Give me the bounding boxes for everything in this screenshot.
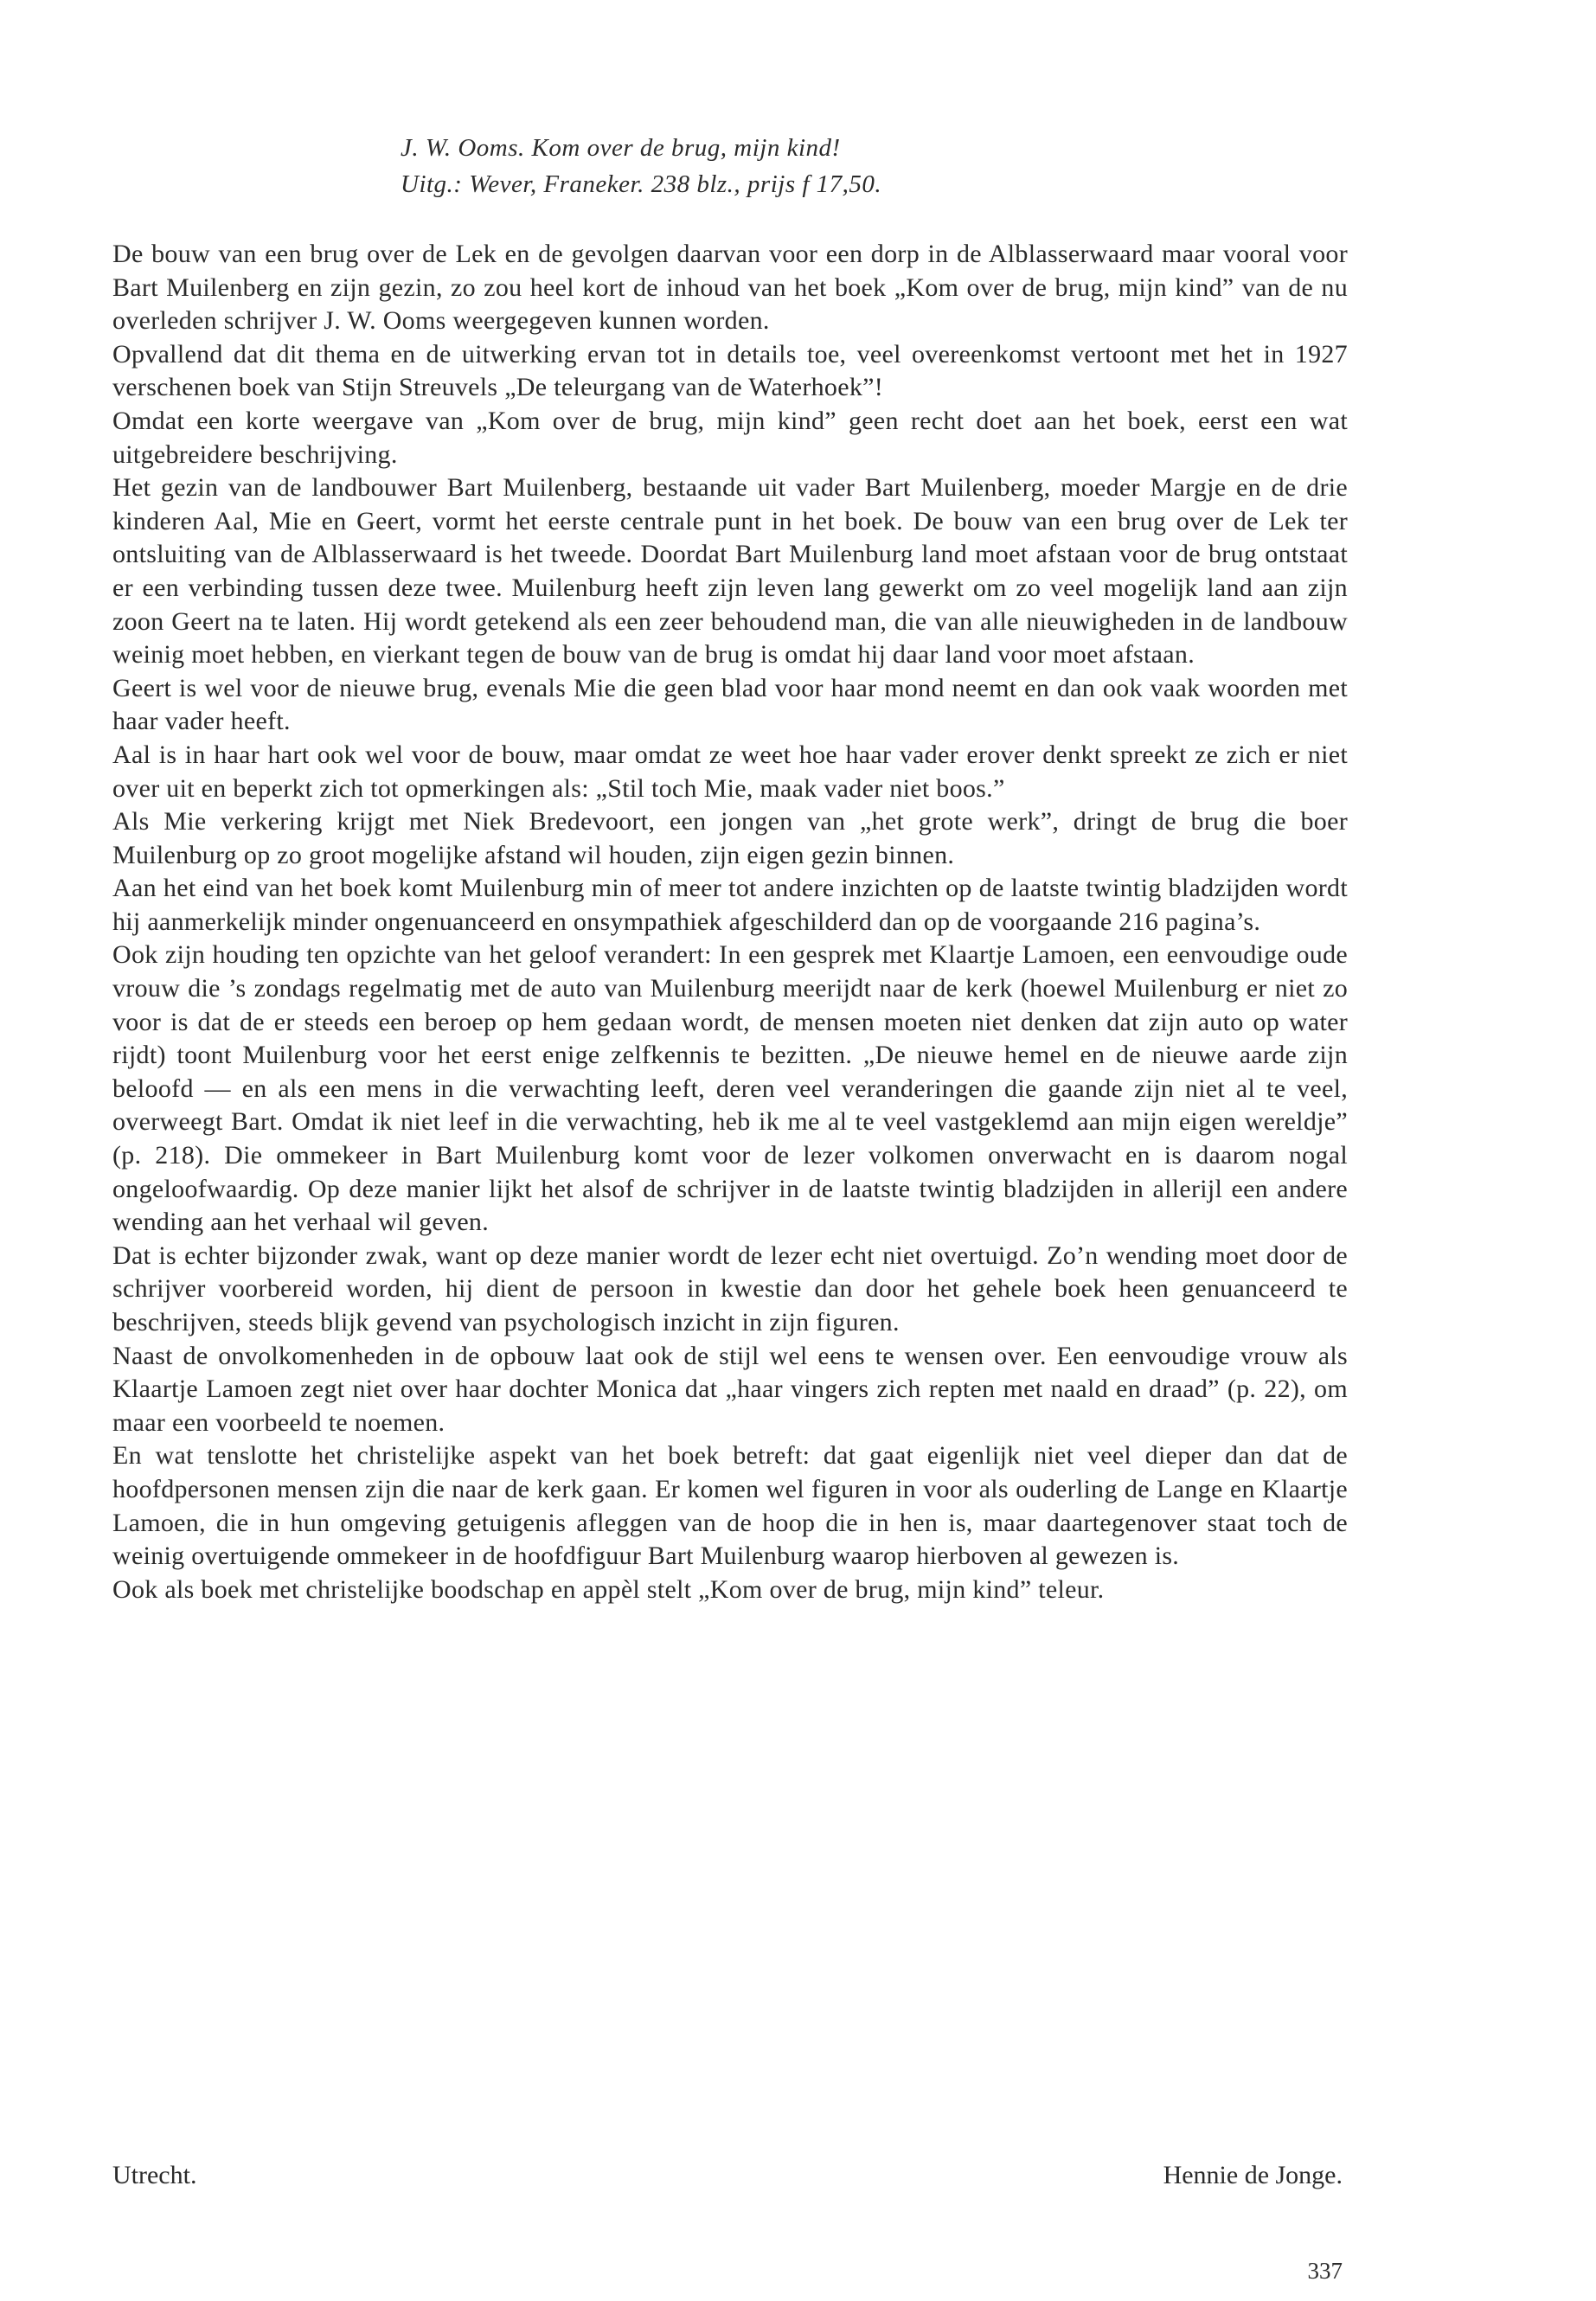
review-body (112, 238, 1348, 1606)
paragraph: Geert is wel voor de nieuwe brug, evenals Mie die geen blad voor haar mond neemt en dan ook vaak woorden met haar vader heeft. (112, 673, 1348, 736)
citation-title-line: J. W. Ooms. Kom over de brug, mijn kind! (401, 134, 841, 162)
book-citation (401, 130, 1352, 202)
page-number: 337 (1307, 2258, 1343, 2284)
paragraph: Opvallend dat dit thema en de uitwerking ervan tot in details toe, veel overeenkomst vertoont met het in 1927 verschenen boek van Stijn Streuvels „De teleurgang van de Waterhoek”! (112, 339, 1348, 402)
paragraph: Dat is echter bijzonder zwak, want op deze manier wordt de lezer echt niet overtuigd. Zo’n wending moet door de schrijver voorbereid worden, hij dient de persoon in kwestie dan door het gehele boek heen genuanceerd te beschrijven, steeds blijk gevend van psychologisch inzicht in zijn figuren. (112, 1240, 1348, 1336)
paragraph: Ook als boek met christelijke boodschap en appèl stelt „Kom over de brug, mijn kind” teleur. (112, 1574, 1105, 1604)
paragraph: En wat tenslotte het christelijke aspekt van het boek betreft: dat gaat eigenlijk niet veel dieper dan dat de hoofdpersonen mensen zijn die naar de kerk gaan. Er komen wel figuren in voor als ouderling de Lange en Klaartje Lamoen, die in hun omgeving getuigenis afleggen van de hoop die in hen is, maar daartegenover staat toch de weinig overtuigende ommekeer in de hoofdfiguur Bart Muilenburg waarop hierboven al gewezen is. (112, 1441, 1348, 1571)
signature-author: Hennie de Jonge. (1163, 2161, 1343, 2189)
paragraph: Als Mie verkering krijgt met Niek Bredevoort, een jongen van „het grote werk”, dringt de brug die boer Muilenburg op zo groot mogelijke afstand wil houden, zijn eigen gezin binnen. (112, 807, 1348, 869)
paragraph: Aan het eind van het boek komt Muilenburg min of meer tot andere inzichten op de laatste twintig bladzijden wordt hij aanmerkelijk minder ongenuanceerd en onsympathiek afgeschilderd dan op de voorgaande 216 pagina’s. (112, 874, 1348, 936)
paragraph: Ook zijn houding ten opzichte van het geloof verandert: In een gesprek met Klaartje Lamoen, een eenvoudige oude vrouw die ’s zondags regelmatig met de auto van Muilenburg meerijdt naar de kerk (hoewel Muilenburg er niet zo voor is dat de er steeds een beroep op hem gedaan wordt, de mensen moeten niet denken dat zijn auto op water rijdt) toont Muilenburg voor het eerst enige zelfkennis te bezitten. „De nieuwe hemel en de nieuwe aarde zijn beloofd — en als een mens in die verwachting leeft, deren veel veranderingen die gaande zijn niet al te veel, overweegt Bart. Omdat ik niet leef in die verwachting, heb ik me al te veel vastgeklemd aan mijn eigen wereldje” (p. 218). Die ommekeer in Bart Muilenburg komt voor de lezer volkomen onverwacht en is daarom nogal ongeloofwaardig. Op deze manier lijkt het alsof de schrijver in de laatste twintig bladzijden in allerijl een andere wending aan het verhaal wil geven. (112, 940, 1348, 1237)
paragraph: Naast de onvolkomenheden in de opbouw laat ook de stijl wel eens te wensen over. Een eenvoudige vrouw als Klaartje Lamoen zegt niet over haar dochter Monica dat „haar vingers zich repten met naald en draad” (p. 22), om maar een voorbeeld te noemen. (112, 1341, 1348, 1437)
citation-publisher-line: Uitg.: Wever, Franeker. 238 blz., prijs f 17,50. (401, 170, 882, 198)
signature-place: Utrecht. (112, 2161, 197, 2189)
paragraph: Aal is in haar hart ook wel voor de bouw, maar omdat ze weet hoe haar vader erover denkt spreekt ze zich er niet over uit en beperkt zich tot opmerkingen als: „Stil toch Mie, maak vader niet boos.” (112, 740, 1348, 803)
paragraph: Omdat een korte weergave van „Kom over de brug, mijn kind” geen recht doet aan het boek, eerst een wat uitgebreidere beschrijving. (112, 406, 1348, 469)
paragraph: Het gezin van de landbouwer Bart Muilenberg, bestaande uit vader Bart Muilenberg, moeder Margje en de drie kinderen Aal, Mie en Geert, vormt het eerste centrale punt in het boek. De bouw van een brug over de Lek ter ontsluiting van de Alblasserwaard is het tweede. Doordat Bart Muilenburg land moet afstaan voor de brug ontstaat er een verbinding tussen deze twee. Muilenburg heeft zijn leven lang gewerkt om zo veel mogelijk land aan zijn zoon Geert na te laten. Hij wordt getekend als een zeer behoudend man, die van alle nieuwigheden in de landbouw weinig moet hebben, en vierkant tegen de bouw van de brug is omdat hij daar land voor moet afstaan. (112, 473, 1348, 670)
paragraph: De bouw van een brug over de Lek en de gevolgen daarvan voor een dorp in de Alblasserwaard maar vooral voor Bart Muilenberg en zijn gezin, zo zou heel kort de inhoud van het boek „Kom over de brug, mijn kind” van de nu overleden schrijver J. W. Ooms weergegeven kunnen worden. (112, 240, 1348, 336)
